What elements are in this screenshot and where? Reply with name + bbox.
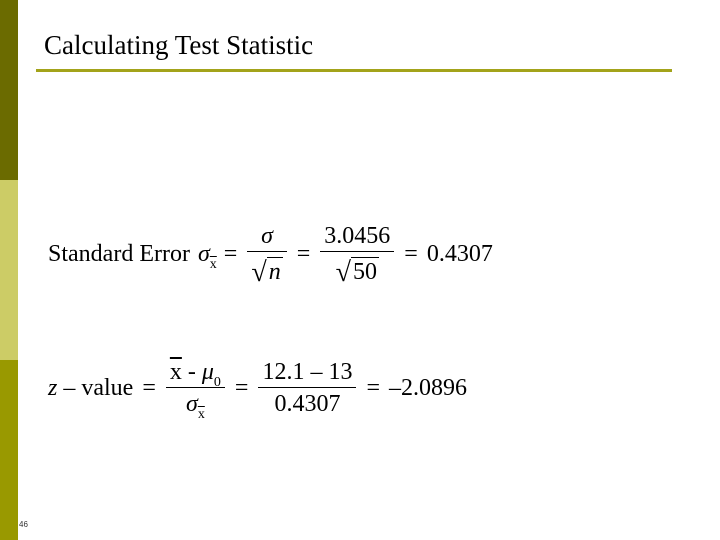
z-value-result: –2.0896 [389,375,468,401]
z-value-equation [46,359,469,422]
square-root-50: √ 50 [335,257,377,288]
sigma-xbar-symbol: σ $\overline{x}$ [185,391,205,422]
xbar-minus-mu0: $\overline{x} - \mu_0$ [169,359,221,390]
slide-number: 46 [19,520,28,529]
numeric-z-fraction: $\frac{12.1 - 13}{0.4307}$ [258,360,356,416]
equals-sign: = [234,375,249,401]
sigma-xbar-symbol: σ $\overline{x}$ [197,241,217,272]
slide-title: Calculating Test Statistic [44,30,314,60]
standard-error-result: 0.4307 [426,241,493,267]
equals-sign: = [404,241,418,267]
equals-sign: = [366,375,381,401]
standard-error-equation [46,223,495,288]
numeric-standard-error-fraction: 3.0456 √ 50 [320,224,394,284]
equals-sign: = [296,241,311,267]
title-underline [36,69,672,72]
decorative-band-top [0,0,18,180]
equals-sign: = [223,241,238,267]
square-root-n: √ n [251,257,281,288]
decorative-band-middle [0,180,18,360]
sigma-over-root-n-fraction: σ √ n [247,224,286,284]
z-formula-fraction [166,359,225,422]
decorative-band-bottom [0,360,18,540]
standard-error-label: Standard Error [48,241,190,267]
z-value-label: z – value [48,375,134,401]
equals-sign: = [142,375,156,401]
